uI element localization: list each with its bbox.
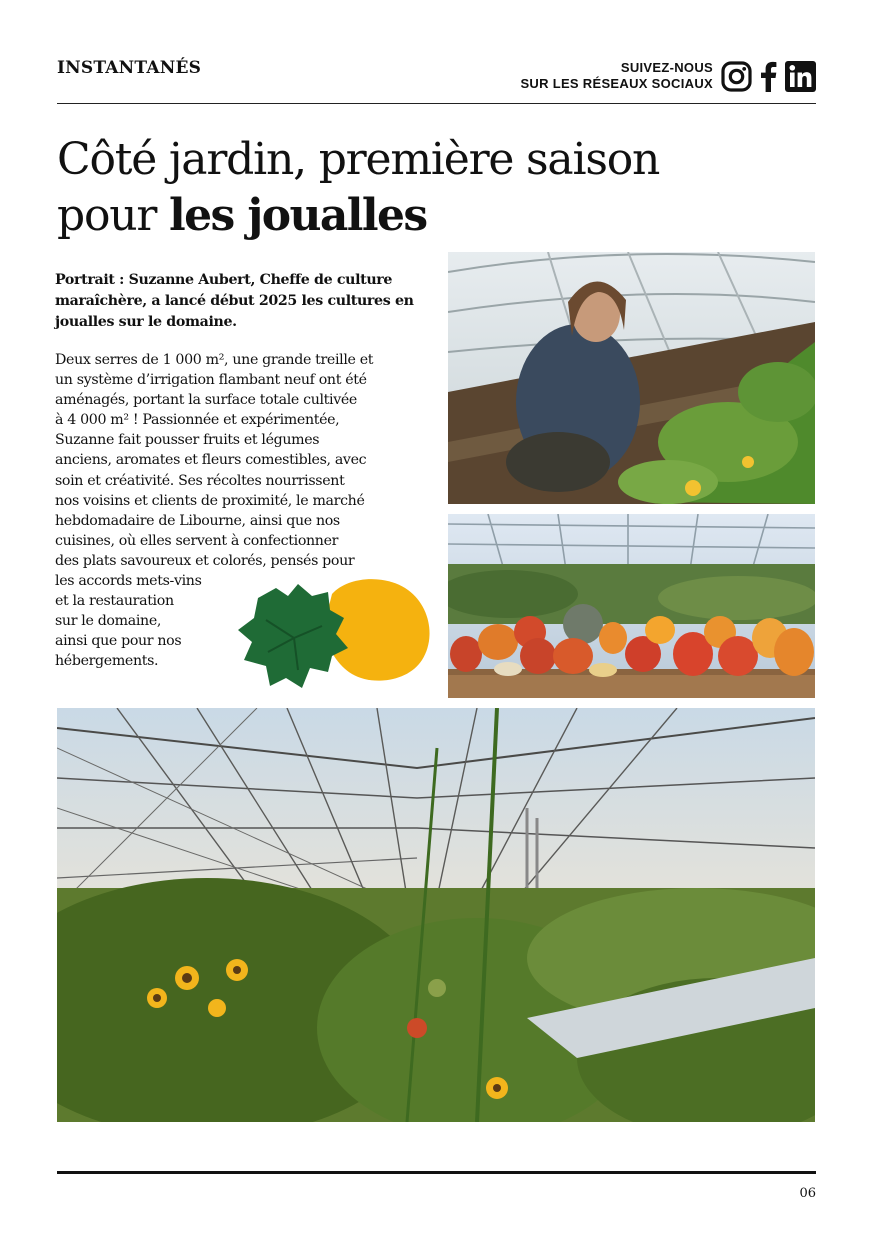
social-caption bbox=[520, 60, 713, 92]
headline-bold-part: les joualles bbox=[169, 190, 427, 241]
instagram-icon[interactable] bbox=[721, 61, 752, 92]
leaf-and-squash-illustration bbox=[236, 576, 432, 694]
article-headline bbox=[57, 132, 717, 244]
body-line: sur le domaine, bbox=[55, 613, 162, 630]
photo-squash-harvest-table bbox=[448, 514, 815, 698]
page-number: 06 bbox=[799, 1186, 816, 1201]
header-divider bbox=[57, 103, 816, 104]
headline-regular-part: Côté jardin, première saison pour bbox=[57, 134, 660, 241]
article-intro: Portrait : Suzanne Aubert, Cheffe de culture maraîchère, a lancé début 2025 les cultures en joualles sur le domaine. bbox=[55, 272, 414, 330]
body-line: les accords mets-vins bbox=[55, 573, 202, 590]
body-line: et la restauration bbox=[55, 593, 174, 610]
body-line: ainsi que pour nos bbox=[55, 633, 182, 650]
body-line: hebdomadaire de Libourne, ainsi que nos bbox=[55, 512, 340, 529]
section-title: INSTANTANÉS bbox=[57, 58, 202, 78]
social-caption-line2: SUR LES RÉSEAUX SOCIAUX bbox=[520, 76, 713, 91]
body-line: aménagés, portant la surface totale cultivée bbox=[55, 392, 357, 409]
body-line: cuisines, où elles servent à confectionner bbox=[55, 532, 339, 549]
body-line: un système d’irrigation flambant neuf ont été bbox=[55, 372, 367, 389]
linkedin-icon[interactable] bbox=[785, 61, 816, 92]
social-caption-line1: SUIVEZ-NOUS bbox=[620, 60, 713, 75]
footer-divider bbox=[57, 1171, 816, 1174]
body-line: à 4 000 m² ! Passionnée et expérimentée, bbox=[55, 412, 340, 429]
body-line: hébergements. bbox=[55, 653, 159, 670]
facebook-icon[interactable] bbox=[760, 61, 777, 92]
photo-gardener-tending-zucchini bbox=[448, 252, 815, 504]
social-links bbox=[520, 58, 816, 94]
body-line: Suzanne fait pousser fruits et légumes bbox=[55, 432, 320, 449]
body-line: nos voisins et clients de proximité, le marché bbox=[55, 492, 365, 509]
squash-blob bbox=[325, 579, 429, 680]
body-line: des plats savoureux et colorés, pensés pour bbox=[55, 552, 355, 569]
body-line: anciens, aromates et fleurs comestibles, avec bbox=[55, 452, 367, 469]
photo-greenhouse-sunflowers bbox=[57, 708, 815, 1122]
body-line: soin et créativité. Ses récoltes nourrissent bbox=[55, 472, 345, 489]
body-line: Deux serres de 1 000 m², une grande treille et bbox=[55, 352, 374, 368]
